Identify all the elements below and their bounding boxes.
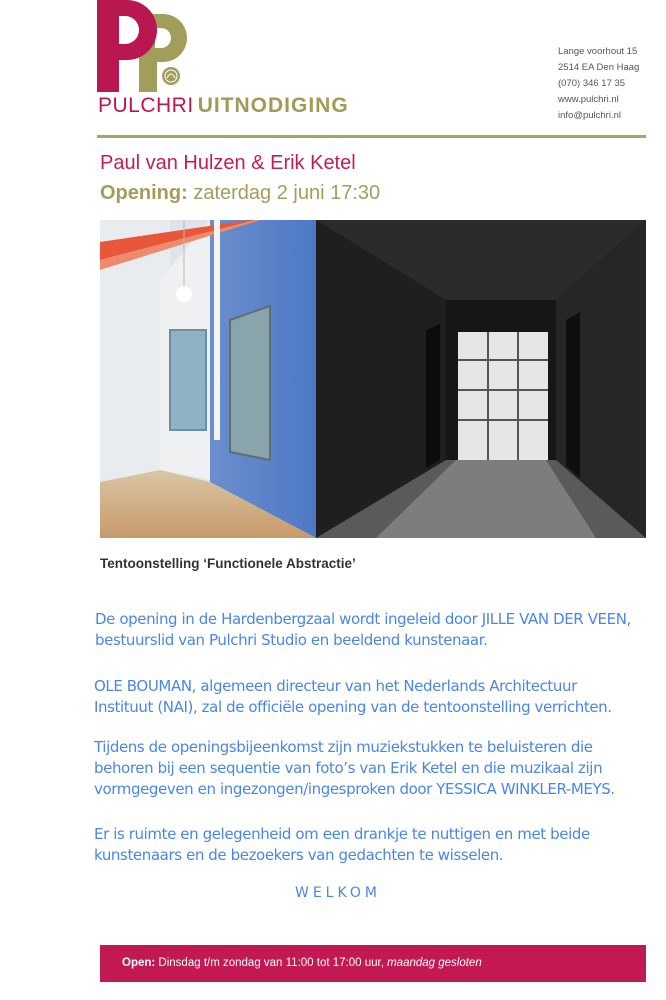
paragraph-line: Tijdens de openingsbijeenkomst zijn muziekstukken te beluisteren die — [94, 738, 593, 756]
paragraph-line: OLE BOUMAN, algemeen directeur van het Nederlands Architectuur — [94, 677, 577, 695]
opening-line — [100, 182, 380, 205]
address-city: 2514 EA Den Haag — [558, 62, 640, 73]
paragraph-line: behoren bij een sequentie van foto’s van Erik Ketel en die muzikaal zijn — [94, 759, 603, 777]
artists-title: Paul van Hulzen & Erik Ketel — [100, 152, 356, 174]
paragraph-line: bestuurslid van Pulchri Studio en beeldend kunstenaar. — [95, 631, 488, 649]
paragraph-official-opening — [94, 676, 612, 718]
paragraph-line: kunstenaars en de bezoekers van gedachten te wisselen. — [94, 846, 504, 864]
paragraph-music — [94, 737, 615, 800]
footer-closed: maandag gesloten — [387, 957, 482, 969]
paragraph-line: vormgegeven en ingezongen/ingesproken door YESSICA WINKLER-MEYS. — [94, 780, 615, 798]
address-website-link[interactable]: www.pulchri.nl — [558, 94, 619, 105]
address-block — [558, 44, 639, 124]
paragraph-line: Instituut (NAI), zal de officiële opening van de tentoonstelling verrichten. — [94, 698, 612, 716]
address-phone: (070) 346 17 35 — [558, 78, 626, 89]
photo-blue-corridor — [100, 220, 316, 538]
brand-title — [98, 94, 349, 118]
address-email-link[interactable]: info@pulchri.nl — [558, 110, 621, 121]
exhibition-caption: Tentoonstelling ‘Functionele Abstractie’ — [100, 556, 356, 571]
brand-name-uitnodiging: UITNODIGING — [197, 94, 349, 117]
photo-dark-corridor — [316, 220, 646, 538]
brand-name-pulchri: PULCHRI — [98, 94, 194, 117]
paragraph-line: Er is ruimte en gelegenheid om een drankje te nuttigen en met beide — [94, 825, 590, 843]
footer-hours: Dinsdag t/m zondag van 11:00 tot 17:00 uur, — [155, 957, 388, 969]
opening-hours-footer — [100, 945, 646, 982]
paragraph-drinks — [94, 824, 590, 866]
paragraph-line: De opening in de Hardenbergzaal wordt ingeleid door JILLE VAN DER VEEN, — [95, 610, 631, 628]
pulchri-logo — [97, 0, 192, 92]
address-street: Lange voorhout 15 — [558, 46, 638, 57]
welkom-text: WELKOM — [294, 885, 381, 901]
paragraph-opening-intro — [95, 609, 631, 651]
footer-label: Open: — [122, 957, 156, 969]
opening-date: zaterdag 2 juni 17:30 — [193, 182, 381, 204]
exhibition-photos — [100, 220, 646, 538]
opening-label: Opening: — [100, 182, 188, 204]
header-divider — [97, 135, 646, 138]
